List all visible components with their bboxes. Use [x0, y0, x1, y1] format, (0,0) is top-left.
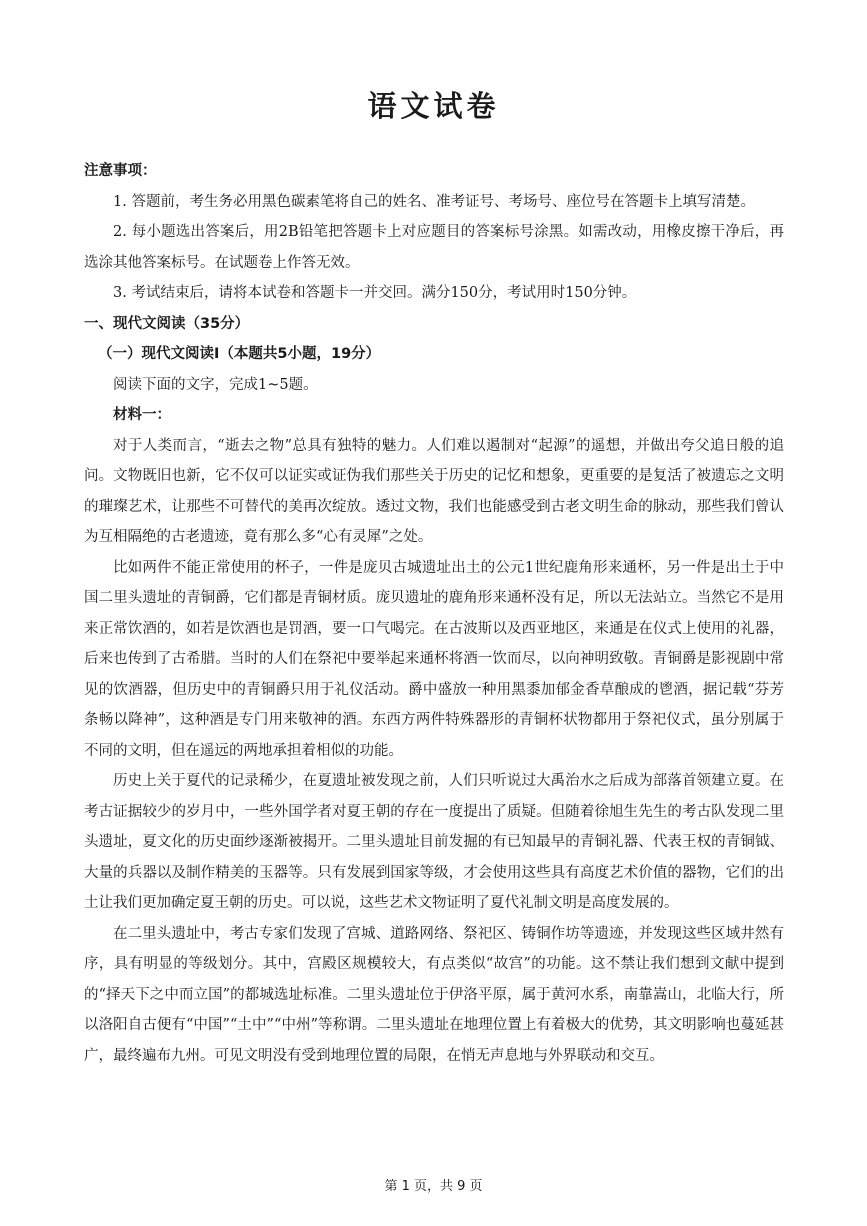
instruction: 阅读下面的文字，完成1~5题。	[113, 376, 318, 393]
section-heading: 一、现代文阅读（35分）	[84, 315, 250, 332]
paragraph-3: 历史上关于夏代的记录稀少，在夏遗址被发现之前，人们只听说过大禹治水之后成为部落首领建立夏。在考古证据较少的岁月中，一些外国学者对夏王朝的存在一度提出了质疑。但随着徐旭生先生的考古队发现二里头遗址，夏文化的历史面纱逐渐被揭开。二里头遗址目前发掘的有已知最早的青铜礼器、代表王权的青铜钺、大量的兵器以及制作精美的玉器等。只有发展到国家等级，才会使用这些具有高度艺术价值的器物，它们的出土让我们更加确定夏王朝的历史。可以说，这些艺术文物证明了夏代礼制文明是高度发展的。	[84, 773, 784, 911]
notice-heading: 注意事项：	[84, 163, 157, 179]
paragraph-4: 在二里头遗址中，考古专家们发现了宫城、道路网络、祭祀区、铸铜作坊等遗迹，并发现这些区域井然有序，具有明显的等级划分。其中，宫殿区规模较大，有点类似“故宫”的功能。这不禁让我们想到文献中提到的“择天下之中而立国”的都城选址标准。二里头遗址位于伊洛平原，属于黄河水系，南靠嵩山，北临大行，所以洛阳自古便有“中国”“土中”“中州”等称谓。二里头遗址在地理位置上有着极大的优势，其文明影响也蔓延甚广，最终遍布九州。可见文明没有受到地理位置的局限，在悄无声息地与外界联动和交互。	[84, 925, 784, 1064]
material-label: 材料一：	[113, 407, 171, 423]
paragraph-2: 比如两件不能正常使用的杯子，一件是庞贝古城遗址出土的公元1世纪鹿角形来通杯，另一件是出土于中国二里头遗址的青铜爵，它们都是青铜材质。庞贝遗址的鹿角形来通杯没有足，所以无法站立。当然它不是用来正常饮酒的，如若是饮酒也是罚酒，要一口气喝完。在古波斯以及西亚地区，来通是在仪式上使用的礼器，后来也传到了古希腊。当时的人们在祭祀中要举起来通杯将酒一饮而尽，以向神明致敬。青铜爵是影视剧中常见的饮酒器，但历史中的青铜爵只用于礼仪活动。爵中盛放一种用黑黍加郁金香草酿成的鬯酒，据记载“芬芳条畅以降神”，这种酒是专门用来敬神的酒。东西方两件特殊器形的青铜杯状物都用于祭祀仪式，虽分别属于不同的文明，但在遥远的两地承担着相似的功能。	[84, 559, 784, 759]
page-footer: 第 1 页，共 9 页	[384, 1179, 483, 1194]
notice-item-3: 3. 考试结束后，请将本试卷和答题卡一并交回。满分150分，考试用时150分钟。	[113, 285, 637, 301]
exam-body	[84, 156, 784, 1071]
notice-item-1: 1. 答题前，考生务必用黑色碳素笔将自己的姓名、准考证号、考场号、座位号在答题卡上填写清楚。	[113, 193, 755, 210]
sub-section-heading: （一）现代文阅读Ⅰ（本题共5小题，19分）	[98, 346, 381, 362]
paragraph-1: 对于人类而言，“逝去之物”总具有独特的魅力。人们难以遏制对“起源”的遥想，并做出夸父追日般的追问。文物既旧也新，它不仅可以证实或证伪我们那些关于历史的记忆和想象，更重要的是复活了被遗忘之文明的璀璨艺术，让那些不可替代的美再次绽放。透过文物，我们也能感受到古老文明生命的脉动，那些我们曾认为互相隔绝的古老遗迹，竟有那么多“心有灵犀”之处。	[84, 437, 784, 545]
page-title: 语文试卷	[367, 89, 500, 123]
notice-item-2: 2. 每小题选出答案后，用2B铅笔把答题卡上对应题目的答案标号涂黑。如需改动，用橡皮擦干净后，再选涂其他答案标号。在试题卷上作答无效。	[84, 224, 784, 271]
